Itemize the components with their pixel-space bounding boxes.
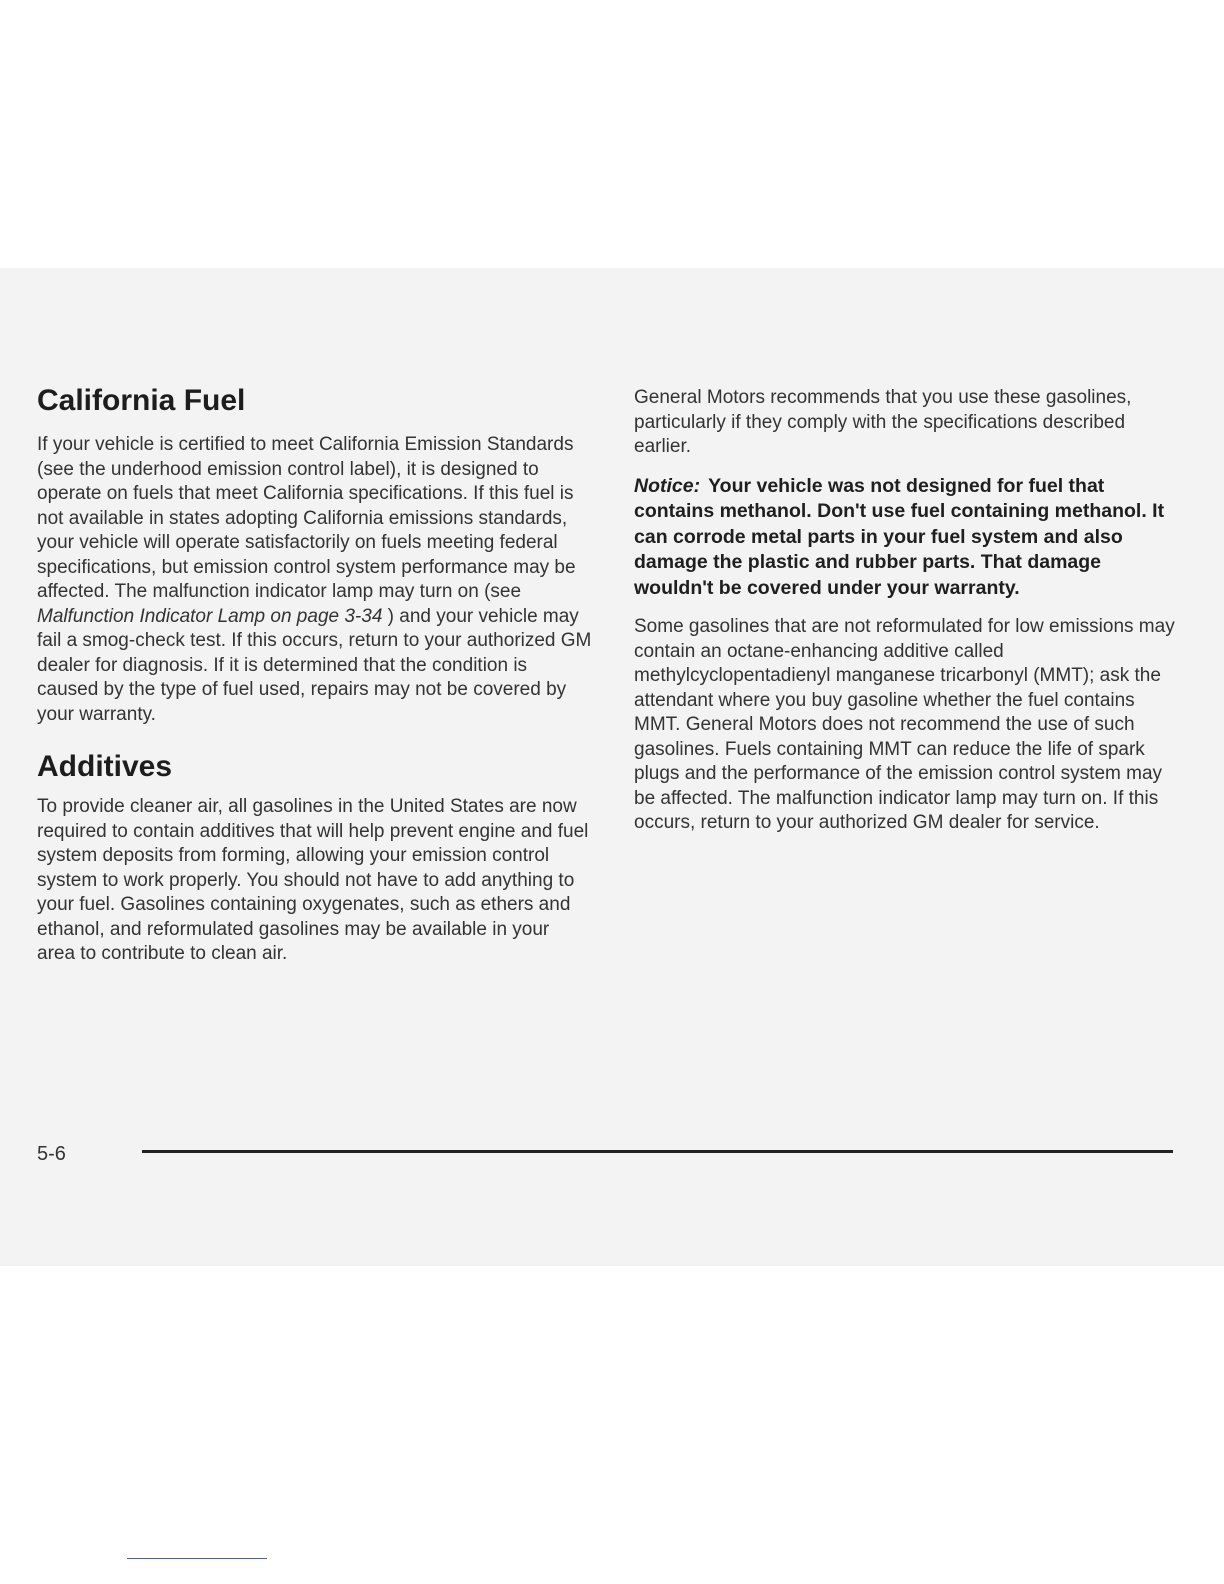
notice-label: Notice: [634, 474, 701, 497]
heading-california-fuel: California Fuel [37, 384, 246, 417]
california-fuel-text-start: If your vehicle is certified to meet California Emission Standards (see the underhood emission control label), it is designed to operate on fuels that meet California specifications. If this fuel is not available in states adopting California emissions standards, your vehicle will operate satisfactorily on fuels meeting federal specifications, but emission control system performance may be affected. The malfunction indicator lamp may turn on (see [37, 434, 576, 602]
additives-paragraph: To provide cleaner air, all gasolines in the United States are now required to contain additives that will help prevent engine and fuel system deposits from forming, allowing your emission control system to work properly. You should not have to add anything to your fuel. Gasolines containing oxygenates, such as ethers and ethanol, and reformulated gasolines may be available in your area to contribute to clean air. [37, 796, 589, 964]
footer-rule [142, 1150, 1173, 1153]
bottom-divider [127, 1558, 267, 1559]
page-number: 5-6 [37, 1143, 66, 1165]
left-column [37, 383, 592, 967]
california-fuel-text-end: ) and your vehicle may fail a smog-check test. If this occurs, return to your authorized GM dealer for diagnosis. If it is determined that the condition is caused by the type of fuel used, repairs may not be covered by your warranty. [37, 605, 592, 725]
mmt-paragraph: Some gasolines that are not reformulated for low emissions may contain an octane-enhancing additive called methylcyclopentadienyl manganese tricarbonyl (MMT); ask the attendant where you buy gasoline whether the fuel contains MMT. General Motors does not recommend the use of such gasolines. Fuels containing MMT can reduce the life of spark plugs and the performance of the emission control system may be affected. The malfunction indicator lamp may turn on. If this occurs, return to your authorized GM dealer for service. [634, 616, 1175, 833]
methanol-notice [634, 474, 1179, 602]
malfunction-lamp-reference-link[interactable]: Malfunction Indicator Lamp on page 3-34 [37, 605, 383, 627]
california-fuel-paragraph [37, 433, 592, 727]
notice-text: Your vehicle was not designed for fuel that contains methanol. Don't use fuel containing methanol. It can corrode metal parts in your fuel system and also damage the plastic and rubber parts. That damage wouldn't be covered under your warranty. [634, 474, 1165, 599]
right-column [634, 386, 1179, 836]
gm-recommendation-paragraph: General Motors recommends that you use these gasolines, particularly if they comply with the specifications described earlier. [634, 387, 1132, 457]
heading-additives: Additives [37, 750, 173, 783]
